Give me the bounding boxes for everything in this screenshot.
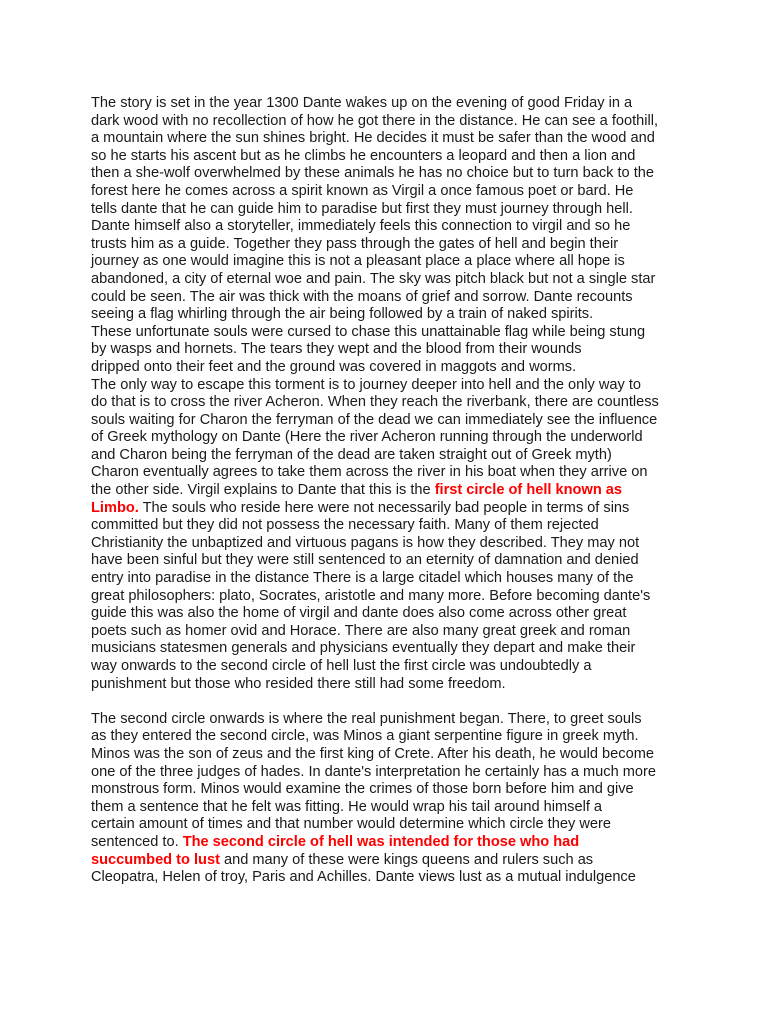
text-line: forest here he comes across a spirit known as Virgil a once famous poet or bard. He [91,182,634,199]
text-line: The only way to escape this torment is to journey deeper into hell and the only way to [91,376,642,393]
text-line-limbo [91,482,681,500]
text-line: committed but they did not possess the necessary faith. Many of them rejected [91,517,599,534]
text-line: do that is to cross the river Acheron. When they reach the riverbank, there are countless [91,394,659,411]
text-line: The second circle onwards is where the real punishment began. There, to greet souls [91,710,642,727]
highlight-lust: The second circle of hell was intended for those who had [182,833,580,850]
text-line: of Greek mythology on Dante (Here the river Acheron running through the underworld [91,429,643,446]
text-line: have been sinful but they were still sentenced to an eternity of damnation and denied [91,552,639,569]
text-line: punishment but those who resided there still had some freedom. [91,675,506,692]
text-line: Dante himself also a storyteller, immediately feels this connection to virgil and so he [91,218,631,235]
highlight-limbo: first circle of hell known as [434,482,623,499]
text-line: dripped onto their feet and the ground was covered in maggots and worms. [91,358,577,375]
text-line: tells dante that he can guide him to paradise but first they must journey through hell. [91,200,633,217]
text-line: abandoned, a city of eternal woe and pain. The sky was pitch black but not a single star [91,270,656,287]
text-segment: and many of these were kings queens and rulers such as [219,851,594,868]
text-line: certain amount of times and that number would determine which circle they were [91,816,611,833]
text-line: Minos was the son of zeus and the first king of Crete. After his death, he would become [91,745,654,762]
highlight-lust-2: succumbed to lust [91,851,220,868]
text-line-limbo-2 [91,500,681,518]
text-line: and Charon being the ferryman of the dead are taken straight out of Greek myth) [91,446,612,463]
text-line: entry into paradise in the distance There is a large citadel which houses many of the [91,570,634,587]
text-segment: sentenced to. [91,833,183,850]
text-line: dark wood with no recollection of how he got there in the distance. He can see a foothill, [91,112,659,129]
text-line: by wasps and hornets. The tears they wept and the blood from their wounds [91,341,582,358]
text-line: The story is set in the year 1300 Dante wakes up on the evening of good Friday in a [91,95,633,111]
paragraph-2 [91,711,681,887]
text-line: so he starts his ascent but as he climbs he encounters a leopard and then a lion and [91,147,636,164]
text-line: then a she-wolf overwhelmed by these animals he has no choice but to turn back to the [91,165,654,182]
text-line: could be seen. The air was thick with the moans of grief and sorrow. Dante recounts [91,288,633,305]
text-line: way onwards to the second circle of hell lust the first circle was undoubtedly a [91,658,592,674]
text-line: monstrous form. Minos would examine the crimes of those born before him and give [91,781,634,798]
text-line: souls waiting for Charon the ferryman of the dead we can immediately see the influence [91,411,658,428]
text-line: a mountain where the sun shines bright. He decides it must be safer than the wood and [91,130,655,147]
text-line: trusts him as a guide. Together they pass through the gates of hell and begin their [91,235,619,252]
text-line-lust [91,834,681,852]
text-segment: the other side. Virgil explains to Dante that this is the [91,482,435,499]
text-segment: The souls who reside here were not necessarily bad people in terms of sins [138,499,630,516]
document-page [91,95,681,887]
paragraph-gap [91,693,681,711]
text-line: one of the three judges of hades. In dante's interpretation he certainly has a much more [91,763,656,780]
text-line: Charon eventually agrees to take them across the river in his boat when they arrive on [91,464,648,481]
text-line: seeing a flag whirling through the air being followed by a train of naked spirits. [91,306,594,323]
text-line: them a sentence that he felt was fitting. He would wrap his tail around himself a [91,798,603,815]
text-line: as they entered the second circle, was Minos a giant serpentine figure in greek myth. [91,728,639,745]
text-line: great philosophers: plato, Socrates, aristotle and many more. Before becoming dante's [91,587,651,604]
text-line: musicians statesmen generals and physicians eventually they depart and make their [91,640,636,657]
text-line: guide this was also the home of virgil and dante does also come across other great [91,605,627,622]
text-line: Cleopatra, Helen of troy, Paris and Achilles. Dante views lust as a mutual indulgence [91,869,636,886]
text-line: journey as one would imagine this is not a pleasant place a place where all hope is [91,253,625,270]
highlight-limbo-2: Limbo. [91,499,139,516]
text-line: Christianity the unbaptized and virtuous pagans is how they described. They may not [91,534,640,551]
paragraph-1 [91,95,681,693]
text-line-lust-2 [91,852,681,870]
text-line: These unfortunate souls were cursed to chase this unattainable flag while being stung [91,323,646,340]
text-line: poets such as homer ovid and Horace. There are also many great greek and roman [91,622,631,639]
